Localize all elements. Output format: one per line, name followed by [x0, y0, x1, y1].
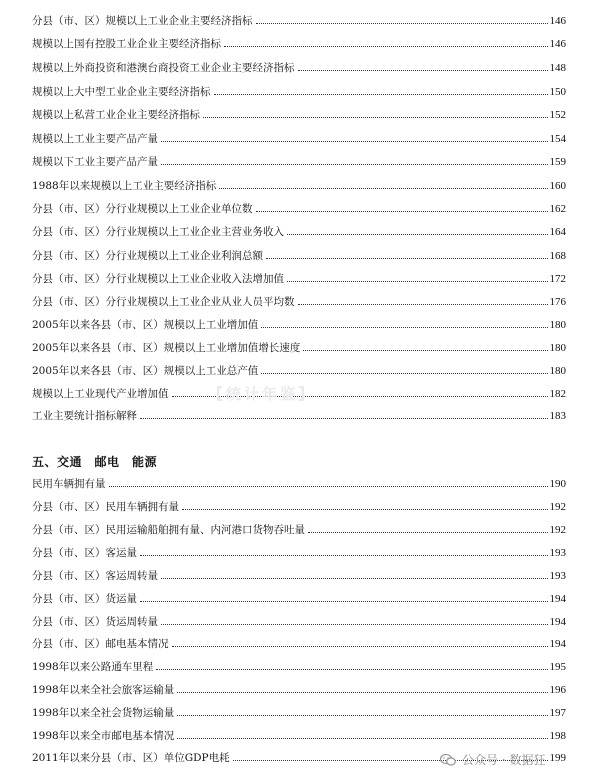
toc-entry-title: 1998年以来全市邮电基本情况	[32, 730, 175, 742]
toc-entry-page: 196	[549, 684, 566, 696]
toc-entry-page: 148	[549, 62, 566, 74]
section-heading: 五、交通 邮电 能源	[32, 455, 158, 469]
toc-entry-page: 180	[549, 319, 566, 331]
toc-entry-title: 2005年以来各县（市、区）规模以上工业增加值	[32, 319, 259, 331]
toc-leader-dots	[261, 373, 547, 374]
toc-leader-dots	[287, 234, 548, 235]
toc-entry-title: 1998年以来全社会货物运输量	[32, 707, 175, 719]
toc-entry-page: 195	[549, 661, 566, 673]
toc-entry-title: 分县（市、区）客运周转量	[32, 570, 158, 582]
wechat-icon	[440, 753, 456, 767]
toc-entry[interactable]	[32, 656, 566, 674]
toc-entry-page: 160	[549, 180, 566, 192]
toc-entry[interactable]	[32, 81, 566, 99]
toc-leader-dots	[219, 188, 547, 189]
toc-leader-dots	[177, 738, 547, 739]
toc-entry-page: 172	[549, 273, 566, 285]
toc-entry[interactable]	[32, 268, 566, 286]
toc-entry-page: 193	[549, 547, 566, 559]
toc-leader-dots	[140, 418, 548, 419]
toc-entry[interactable]	[32, 221, 566, 239]
toc-leader-dots	[161, 578, 548, 579]
toc-entry[interactable]	[32, 405, 566, 423]
toc-entry-page: 192	[549, 501, 566, 513]
toc-entry[interactable]	[32, 725, 566, 743]
toc-entry-title: 分县（市、区）规模以上工业企业主要经济指标	[32, 15, 253, 27]
toc-entry-page: 180	[549, 365, 566, 377]
toc-entry-page: 164	[549, 226, 566, 238]
toc-entry-page: 194	[549, 593, 566, 605]
toc-entry-title: 分县（市、区）民用车辆拥有量	[32, 501, 179, 513]
toc-leader-dots	[203, 117, 548, 118]
toc-entry-page: 162	[549, 203, 566, 215]
toc-entry[interactable]	[32, 565, 566, 583]
toc-entry-title: 1998年以来全社会旅客运输量	[32, 684, 175, 696]
toc-entry[interactable]	[32, 291, 566, 309]
toc-leader-dots	[224, 46, 548, 47]
toc-entry-title: 规模以上工业主要产品产量	[32, 133, 158, 145]
toc-entry[interactable]	[32, 128, 566, 146]
toc-entry-page: 146	[549, 38, 566, 50]
toc-entry[interactable]	[32, 33, 566, 51]
toc-entry-title: 1988年以来规模以上工业主要经济指标	[32, 180, 217, 192]
toc-leader-dots	[303, 350, 547, 351]
toc-entry[interactable]	[32, 496, 566, 514]
toc-entry[interactable]	[32, 151, 566, 169]
toc-entry-title: 分县（市、区）货运周转量	[32, 616, 158, 628]
toc-entry-page: 154	[549, 133, 566, 145]
toc-leader-dots	[140, 601, 548, 602]
toc-entry-page: 183	[549, 410, 566, 422]
toc-entry[interactable]	[32, 10, 566, 28]
toc-entry-title: 分县（市、区）货运量	[32, 593, 137, 605]
faint-watermark: 【统计年鉴】	[208, 385, 317, 403]
toc-entry-title: 分县（市、区）分行业规模以上工业企业利润总额	[32, 250, 263, 262]
toc-entry-page: 192	[549, 524, 566, 536]
toc-entry-page: 197	[549, 707, 566, 719]
toc-entry-title: 民用车辆拥有量	[32, 478, 106, 490]
toc-leader-dots	[256, 211, 548, 212]
toc-entry-page: 180	[549, 342, 566, 354]
toc-leader-dots	[308, 532, 548, 533]
toc-entry-page: 168	[549, 250, 566, 262]
toc-entry-title: 规模以上外商投资和港澳台商投资工业企业主要经济指标	[32, 62, 295, 74]
toc-leader-dots	[161, 624, 548, 625]
account-name: 公众号 · 数据狂	[462, 753, 546, 767]
toc-leader-dots	[156, 669, 547, 670]
toc-entry-title: 分县（市、区）客运量	[32, 547, 137, 559]
toc-entry[interactable]	[32, 633, 566, 651]
toc-leader-dots	[266, 258, 548, 259]
toc-leader-dots	[261, 327, 547, 328]
toc-entry-page: 182	[549, 388, 566, 400]
toc-entry-title: 分县（市、区）邮电基本情况	[32, 638, 169, 650]
toc-entry-title: 规模以下工业主要产品产量	[32, 156, 158, 168]
toc-leader-dots	[256, 23, 548, 24]
toc-entry-title: 1998年以来公路通车里程	[32, 661, 154, 673]
toc-entry-page: 198	[549, 730, 566, 742]
toc-entry-page: 193	[549, 570, 566, 582]
toc-entry-title: 2011年以来分县（市、区）单位GDP电耗	[32, 752, 230, 764]
toc-leader-dots	[161, 141, 548, 142]
toc-entry-title: 分县（市、区）分行业规模以上工业企业从业人员平均数	[32, 296, 295, 308]
toc-entry-page: 159	[549, 156, 566, 168]
toc-entry[interactable]	[32, 198, 566, 216]
toc-entry-page: 199	[549, 752, 566, 764]
wechat-account-badge	[440, 751, 545, 768]
toc-entry[interactable]	[32, 104, 566, 122]
toc-leader-dots	[298, 70, 548, 71]
toc-entry[interactable]	[32, 175, 566, 193]
toc-leader-dots	[214, 94, 548, 95]
toc-entry-title: 工业主要统计指标解释	[32, 410, 137, 422]
toc-leader-dots	[172, 646, 548, 647]
toc-entry[interactable]	[32, 245, 566, 263]
toc-entry-page: 152	[549, 109, 566, 121]
toc-entry-page: 150	[549, 86, 566, 98]
toc-entry-page: 194	[549, 616, 566, 628]
toc-leader-dots	[177, 715, 547, 716]
toc-entry[interactable]	[32, 702, 566, 720]
toc-entry-title: 2005年以来各县（市、区）规模以上工业增加值增长速度	[32, 342, 301, 354]
toc-leader-dots	[140, 555, 548, 556]
toc-entry[interactable]	[32, 679, 566, 697]
toc-entry-title: 规模以上大中型工业企业主要经济指标	[32, 86, 211, 98]
toc-entry[interactable]	[32, 519, 566, 537]
toc-entry-page: 190	[549, 478, 566, 490]
toc-entry-title: 分县（市、区）分行业规模以上工业企业单位数	[32, 203, 253, 215]
toc-entry-page: 146	[549, 15, 566, 27]
toc-leader-dots	[161, 164, 548, 165]
toc-entry-title: 2005年以来各县（市、区）规模以上工业总产值	[32, 365, 259, 377]
toc-entry[interactable]	[32, 611, 566, 629]
toc-leader-dots	[109, 486, 548, 487]
toc-entry[interactable]	[32, 57, 566, 75]
toc-entry[interactable]	[32, 542, 566, 560]
toc-entry[interactable]	[32, 473, 566, 491]
toc-entry-page: 176	[549, 296, 566, 308]
toc-entry[interactable]	[32, 360, 566, 378]
toc-entry-title: 分县（市、区）民用运输船舶拥有量、内河港口货物吞吐量	[32, 524, 305, 536]
toc-leader-dots	[182, 509, 548, 510]
toc-leader-dots	[287, 281, 548, 282]
toc-entry[interactable]	[32, 588, 566, 606]
toc-entry-title: 规模以上工业现代产业增加值	[32, 388, 169, 400]
toc-entry-title: 规模以上国有控股工业企业主要经济指标	[32, 38, 221, 50]
toc-entry[interactable]	[32, 314, 566, 332]
toc-entry-page: 194	[549, 638, 566, 650]
toc-leader-dots	[298, 304, 548, 305]
toc-entry-title: 分县（市、区）分行业规模以上工业企业收入法增加值	[32, 273, 284, 285]
toc-entry-title: 规模以上私营工业企业主要经济指标	[32, 109, 200, 121]
toc-entry-title: 分县（市、区）分行业规模以上工业企业主营业务收入	[32, 226, 284, 238]
toc-entry[interactable]	[32, 337, 566, 355]
toc-leader-dots	[177, 692, 547, 693]
